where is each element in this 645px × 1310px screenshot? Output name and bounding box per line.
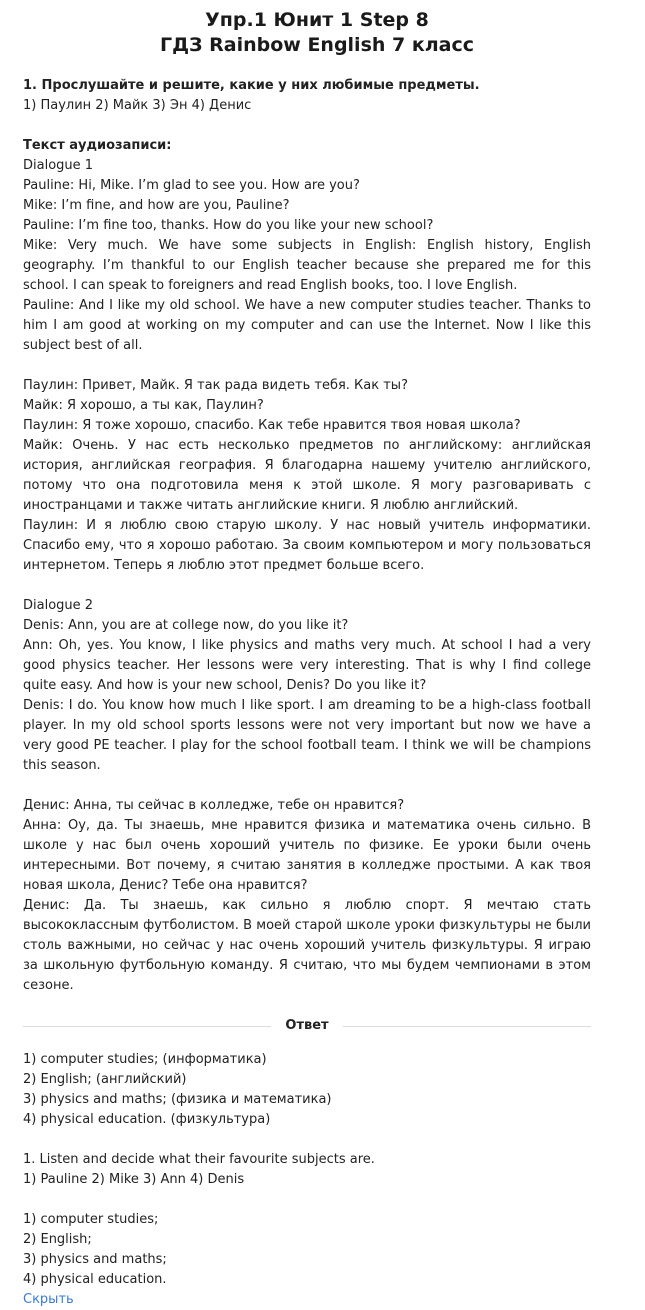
dialogue-line: Ann: Oh, yes. You know, I like physics and maths very much. At school I had a very good physics teacher. Her lessons were very interesting. That is why I find college quite easy. And how is your new school, Denis? Do you like it?	[23, 638, 591, 693]
task-heading: 1. Прослушайте и решите, какие у них любимые предметы.	[23, 78, 480, 93]
answer-label: Ответ	[271, 1018, 342, 1033]
hide-link[interactable]: Скрыть	[23, 1292, 74, 1307]
dialogue-2-label: Dialogue 2	[23, 598, 94, 613]
page-title-line-1: Упр.1 Юнит 1 Step 8	[205, 9, 429, 31]
dialogue-line: Denis: I do. You know how much I like sport. I am dreaming to be a high-class football player. In my old school sports lessons were not very important but now we have a very good PE teacher. I play for the school football team. I think we will be champions this season.	[23, 698, 591, 773]
dialogue-1-label: Dialogue 1	[23, 158, 94, 173]
list-item: 4) physical education.	[23, 1272, 167, 1287]
list-item: 1) computer studies; (информатика)	[23, 1052, 267, 1067]
answer-list-en	[23, 1210, 591, 1310]
list-item: 2) English;	[23, 1232, 92, 1247]
dialogue-2-en	[23, 596, 591, 776]
task-items: 1) Паулин 2) Майк 3) Эн 4) Денис	[23, 98, 252, 113]
task-en-heading: 1. Listen and decide what their favourite subjects are.	[23, 1152, 375, 1167]
dialogue-line: Mike: I’m fine, and how are you, Pauline?	[23, 198, 290, 213]
dialogue-line: Паулин: И я люблю свою старую школу. У нас новый учитель информатики. Спасибо ему, что я хорошо работаю. За своим компьютером и могу пользоваться интернетом. Теперь я люблю этот предмет больше всего.	[23, 518, 591, 573]
answer-list-ru	[23, 1050, 591, 1130]
dialogue-line: Pauline: Hi, Mike. I’m glad to see you. How are you?	[23, 178, 360, 193]
list-item: 1) computer studies;	[23, 1212, 159, 1227]
dialogue-2-ru	[23, 796, 591, 996]
page-title-line-2: ГДЗ Rainbow English 7 класс	[159, 34, 475, 56]
dialogue-1-ru	[23, 376, 591, 576]
dialogue-line: Mike: Very much. We have some subjects in English: English history, English geography. I’m thankful to our English teacher because she prepared me for this school. I can speak to foreigners and read English books, too. I love English.	[23, 238, 591, 293]
list-item: 3) physics and maths; (физика и математика)	[23, 1092, 332, 1107]
dialogue-line: Майк: Очень. У нас есть несколько предметов по английскому: английская история, английская география. Я благодарна нашему учителю английского, потому что она подготовила меня к этой школе. Я могу разговаривать с иностранцами и также читать английские книги. Я люблю английский.	[23, 438, 591, 513]
dialogue-line: Denis: Ann, you are at college now, do you like it?	[23, 618, 349, 633]
audio-heading: Текст аудиозаписи:	[23, 138, 172, 153]
task-en-items: 1) Pauline 2) Mike 3) Ann 4) Denis	[23, 1172, 245, 1187]
page-title	[23, 8, 591, 58]
answer-divider	[23, 1016, 591, 1036]
task-section	[23, 76, 591, 116]
dialogue-line: Паулин: Привет, Майк. Я так рада видеть тебя. Как ты?	[23, 378, 408, 393]
list-item: 4) physical education. (физкультура)	[23, 1112, 271, 1127]
dialogue-line: Pauline: I’m fine too, thanks. How do you like your new school?	[23, 218, 434, 233]
dialogue-line: Денис: Анна, ты сейчас в колледже, тебе он нравится?	[23, 798, 405, 813]
list-item: 3) physics and maths;	[23, 1252, 167, 1267]
dialogue-line: Денис: Да. Ты знаешь, как сильно я люблю спорт. Я мечтаю стать высококлассным футболистом. В моей старой школе уроки физкультуры не были столь важными, но сейчас у нас очень хороший учитель физкультуры. Я играю за школьную футбольную команду. Я считаю, что мы будем чемпионами в этом сезоне.	[23, 898, 591, 993]
answer-task-en	[23, 1150, 591, 1190]
dialogue-line: Паулин: Я тоже хорошо, спасибо. Как тебе нравится твоя новая школа?	[23, 418, 521, 433]
dialogue-line: Анна: Оу, да. Ты знаешь, мне нравится физика и математика очень сильно. В школе у нас был очень хороший учитель по физике. Ее уроки были очень интересными. Вот почему, я считаю занятия в колледже простыми. А как твоя новая школа, Денис? Тебе она нравится?	[23, 818, 591, 893]
dialogue-line: Майк: Я хорошо, а ты как, Паулин?	[23, 398, 264, 413]
dialogue-1-en	[23, 136, 591, 356]
list-item: 2) English; (английский)	[23, 1072, 187, 1087]
dialogue-line: Pauline: And I like my old school. We have a new computer studies teacher. Thanks to him I am good at working on my computer and can use the Internet. Now I like this subject best of all.	[23, 298, 591, 353]
